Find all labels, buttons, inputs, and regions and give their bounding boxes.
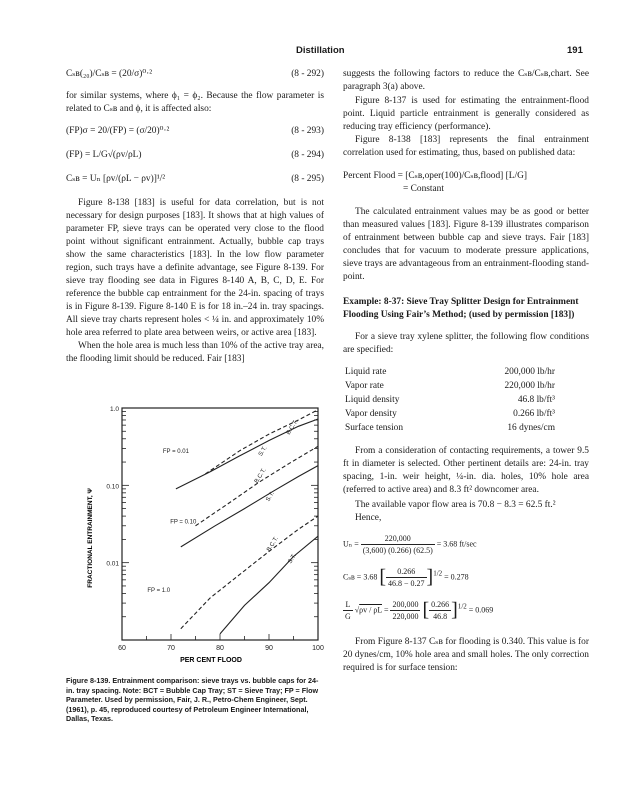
condition-row — [343, 365, 555, 379]
x-tick-label: 70 — [167, 645, 175, 652]
condition-row — [343, 379, 555, 393]
condition-row — [343, 421, 555, 435]
paragraph: For a sieve tray xylene splitter, the following flow conditions are specified: — [343, 332, 589, 355]
curve-label: B.C.T. — [285, 419, 300, 437]
series-line — [196, 446, 319, 526]
fraction — [390, 599, 420, 622]
x-tick-label: 90 — [265, 645, 273, 652]
numerator: 0.266 — [386, 566, 427, 578]
density-ratio: ρv / ρL — [359, 605, 382, 615]
denominator: G — [345, 612, 351, 621]
series-line — [205, 410, 318, 474]
eq-result: = 3.68 ft/sec — [436, 539, 477, 549]
y-tick-label: 1.0 — [109, 406, 119, 413]
eq-result: = 0.278 — [444, 572, 469, 582]
percent-flood-equation — [343, 170, 589, 196]
series-line — [181, 466, 318, 547]
un-equation — [343, 533, 589, 556]
paragraph: Figure 8-137 is used for estimating the entrainment-flood point. Liquid particle entrainment is generally considered as reducing tray efficiency (performance). — [343, 96, 589, 132]
condition-value: 16 dynes/cm — [507, 422, 555, 433]
paragraph: The available vapor flow area is 70.8 − 8.3 = 62.5 ft.² — [355, 500, 556, 510]
condition-label: Liquid rate — [345, 366, 387, 377]
paragraph: From Figure 8-137 Cₛʙ for flooding is 0.340. This value is for 20 dynes/cm, 10% hole area and small holes. The only correction required is for surface tension: — [343, 637, 589, 673]
equation-line: = Constant — [403, 184, 444, 194]
numerator: L — [343, 599, 353, 611]
equation-text: Cₛʙ(₂₀)/Cₛʙ = (20/σ)⁰·² — [66, 69, 153, 79]
equation-number: (8 - 295) — [291, 174, 324, 184]
denominator: 220,000 — [392, 612, 419, 621]
numerator: 220,000 — [361, 533, 435, 545]
fraction — [361, 533, 435, 556]
condition-label: Vapor rate — [345, 380, 384, 391]
paragraph: Figure 8-138 [183] is useful for data correlation, but is not necessary for design purposes [183]. It shows that at high values of parameter FP, sieve trays can be operated very close to the flood point without significant entrainment. Actually, bubble cap trays show the same characteristics [183]. In the low flow parameter region, such trays have a definite advantage, see Figure 8-139. For sieve tray flooding see data in Figures 8-140 A, B, C, D, E. For reference the bubble cap entrainment for the 24-in. spacing of trays is in Figure 8-139. Figure 8-140 E is for 18 in.–24 in. tray spacings. All sieve tray charts represent holes < ¼ in. and approximately 10% hole area referred to plate area between weirs, or active area [183]. — [66, 198, 324, 338]
figure-caption: Figure 8-139. Entrainment comparison: sieve trays vs. bubble caps for 24-in. tray spacing. Note: BCT = Bubble Cap Tray; ST = Sieve Tray; FP = Flow Parameter. Used by permission, Fair, J. R., Petro-Chem Engineer, Sept. (1961), p. 45, reproduced courtesy of Petroleum Engineer International, Dallas, Texas. — [66, 676, 319, 723]
csb-equation: Cₛʙ = 3.68 [ $\frac{0.266}{46.8 - 0.27}$ ]$^{1/2}$ = 0.278 — [343, 566, 469, 588]
condition-label: Surface tension — [345, 422, 404, 433]
paragraph: From a consideration of contacting requirements, a tower 9.5 ft in diameter is selected. Other pertinent details are: 24-in. tray spacing, 1-in. weir height, ¼-in. dia. holes, 10% hole area (referred to active area) and 8.3 ft² downcomer area. — [343, 446, 589, 495]
x-axis-label: PER CENT FLOOD — [180, 657, 242, 664]
equation-number: (8 - 292) — [291, 69, 324, 79]
y-tick-label: 0.10 — [106, 483, 119, 491]
series-line — [176, 419, 318, 489]
equation-text: (FP)σ = 20/(FP) = (σ/20)⁰·² — [66, 126, 170, 136]
fraction — [429, 599, 451, 622]
paragraph: suggests the following factors to reduce the Cₛʙ/Cₛʙ,chart. See paragraph 3(a) above. — [343, 69, 589, 92]
paragraph: The calculated entrainment values may be as good or better than measured values [183]. Figure 8-139 illustrates comparison of entrainment between bubble cap and sieve trays. Fair [183] concludes that for vacuum to moderate pressure applications, sieve trays are advantageous from an entrainment-flooding stand-point. — [343, 207, 590, 282]
curve-label: S.T. — [265, 490, 276, 503]
fraction — [343, 599, 353, 622]
page-number: 191 — [567, 45, 583, 56]
curve-label: S.T. — [257, 445, 269, 458]
paragraph: Hence, — [355, 513, 382, 523]
condition-value: 220,000 lb/hr — [504, 380, 555, 391]
denominator: 46.8 − 0.27 — [388, 579, 425, 588]
eq-lhs: Uₙ = — [343, 539, 359, 549]
y-tick-label: 0.01 — [106, 560, 119, 568]
condition-row — [343, 393, 555, 407]
flow-parameter-label: FP = 0.10 — [170, 519, 197, 526]
equation-number: (8 - 293) — [291, 126, 324, 136]
entrainment-chart — [66, 398, 330, 668]
condition-value: 200,000 lb/hr — [504, 366, 555, 377]
curve-label: B.C.T. — [253, 467, 268, 485]
conditions-table — [343, 365, 555, 435]
plot-frame — [122, 408, 318, 640]
right-column — [343, 68, 589, 675]
equation-8-292 — [66, 68, 324, 81]
lg-equation: $\frac{L}{G}$ √ρv / ρL = $\frac{200,000}{220,000}$ [ $\frac{0.266}{46.8}$ ]$^{1/2}$ = 0.069 — [345, 599, 494, 621]
paragraph: for similar systems, where ϕ₁ = ϕ₂. Because the flow parameter is related to Cₛʙ and ϕ, it is affected also: — [66, 91, 324, 114]
equation-8-295 — [66, 173, 324, 186]
curve-label: B.C.T. — [266, 535, 280, 553]
fraction — [386, 566, 427, 589]
eq-lhs: Cₛʙ = 3.68 — [343, 572, 378, 582]
series-line — [181, 516, 318, 629]
eq-result: = 0.069 — [468, 605, 494, 615]
equation-line: Percent Flood = [Cₛʙ,oper(100)/Cₛʙ,flood] [L/G] — [343, 171, 527, 181]
x-tick-label: 80 — [216, 645, 224, 652]
paragraph: When the hole area is much less than 10% of the active tray area, the flooding limit should be reduced. Fair [183] — [66, 341, 324, 364]
x-tick-label: 60 — [118, 645, 126, 652]
paragraph: Figure 8-138 [183] represents the final entrainment correlation used for estimating, thus, based on published data: — [343, 135, 589, 158]
denominator: 46.8 — [433, 612, 448, 621]
curve-label: S.T. — [287, 552, 298, 565]
equation-text: Cₛʙ = Uₙ [ρv/(ρL − ρv)]¹/² — [66, 174, 166, 184]
equation-number: (8 - 294) — [291, 150, 324, 160]
left-column — [66, 68, 324, 366]
exponent: 1/2 — [457, 602, 467, 611]
condition-label: Vapor density — [345, 408, 397, 419]
flow-parameter-label: FP = 1.0 — [147, 587, 171, 594]
numerator: 200,000 — [392, 600, 419, 609]
equation-8-294 — [66, 149, 324, 162]
condition-row — [343, 407, 555, 421]
flow-parameter-label: FP = 0.01 — [162, 449, 189, 456]
condition-value: 0.266 lb/ft³ — [513, 408, 555, 419]
condition-label: Liquid density — [345, 394, 400, 405]
exponent: 1/2 — [433, 569, 443, 578]
condition-value: 46.8 lb/ft³ — [517, 394, 555, 405]
denominator: (3,600) (0.266) (62.5) — [362, 546, 433, 555]
numerator: 0.266 — [431, 600, 450, 609]
example-heading: Example: 8-37: Sieve Tray Splitter Design for Entrainment Flooding Using Fair’s Method; (used by permission [183]) — [343, 297, 579, 320]
equation-text: (FP) = L/G√(ρv/ρL) — [66, 150, 142, 160]
running-header: Distillation — [296, 45, 345, 56]
y-axis-label: FRACTIONAL ENTRAINMENT, Ψ — [87, 488, 94, 588]
equation-8-293 — [66, 125, 324, 138]
x-tick-label: 100 — [312, 645, 324, 652]
